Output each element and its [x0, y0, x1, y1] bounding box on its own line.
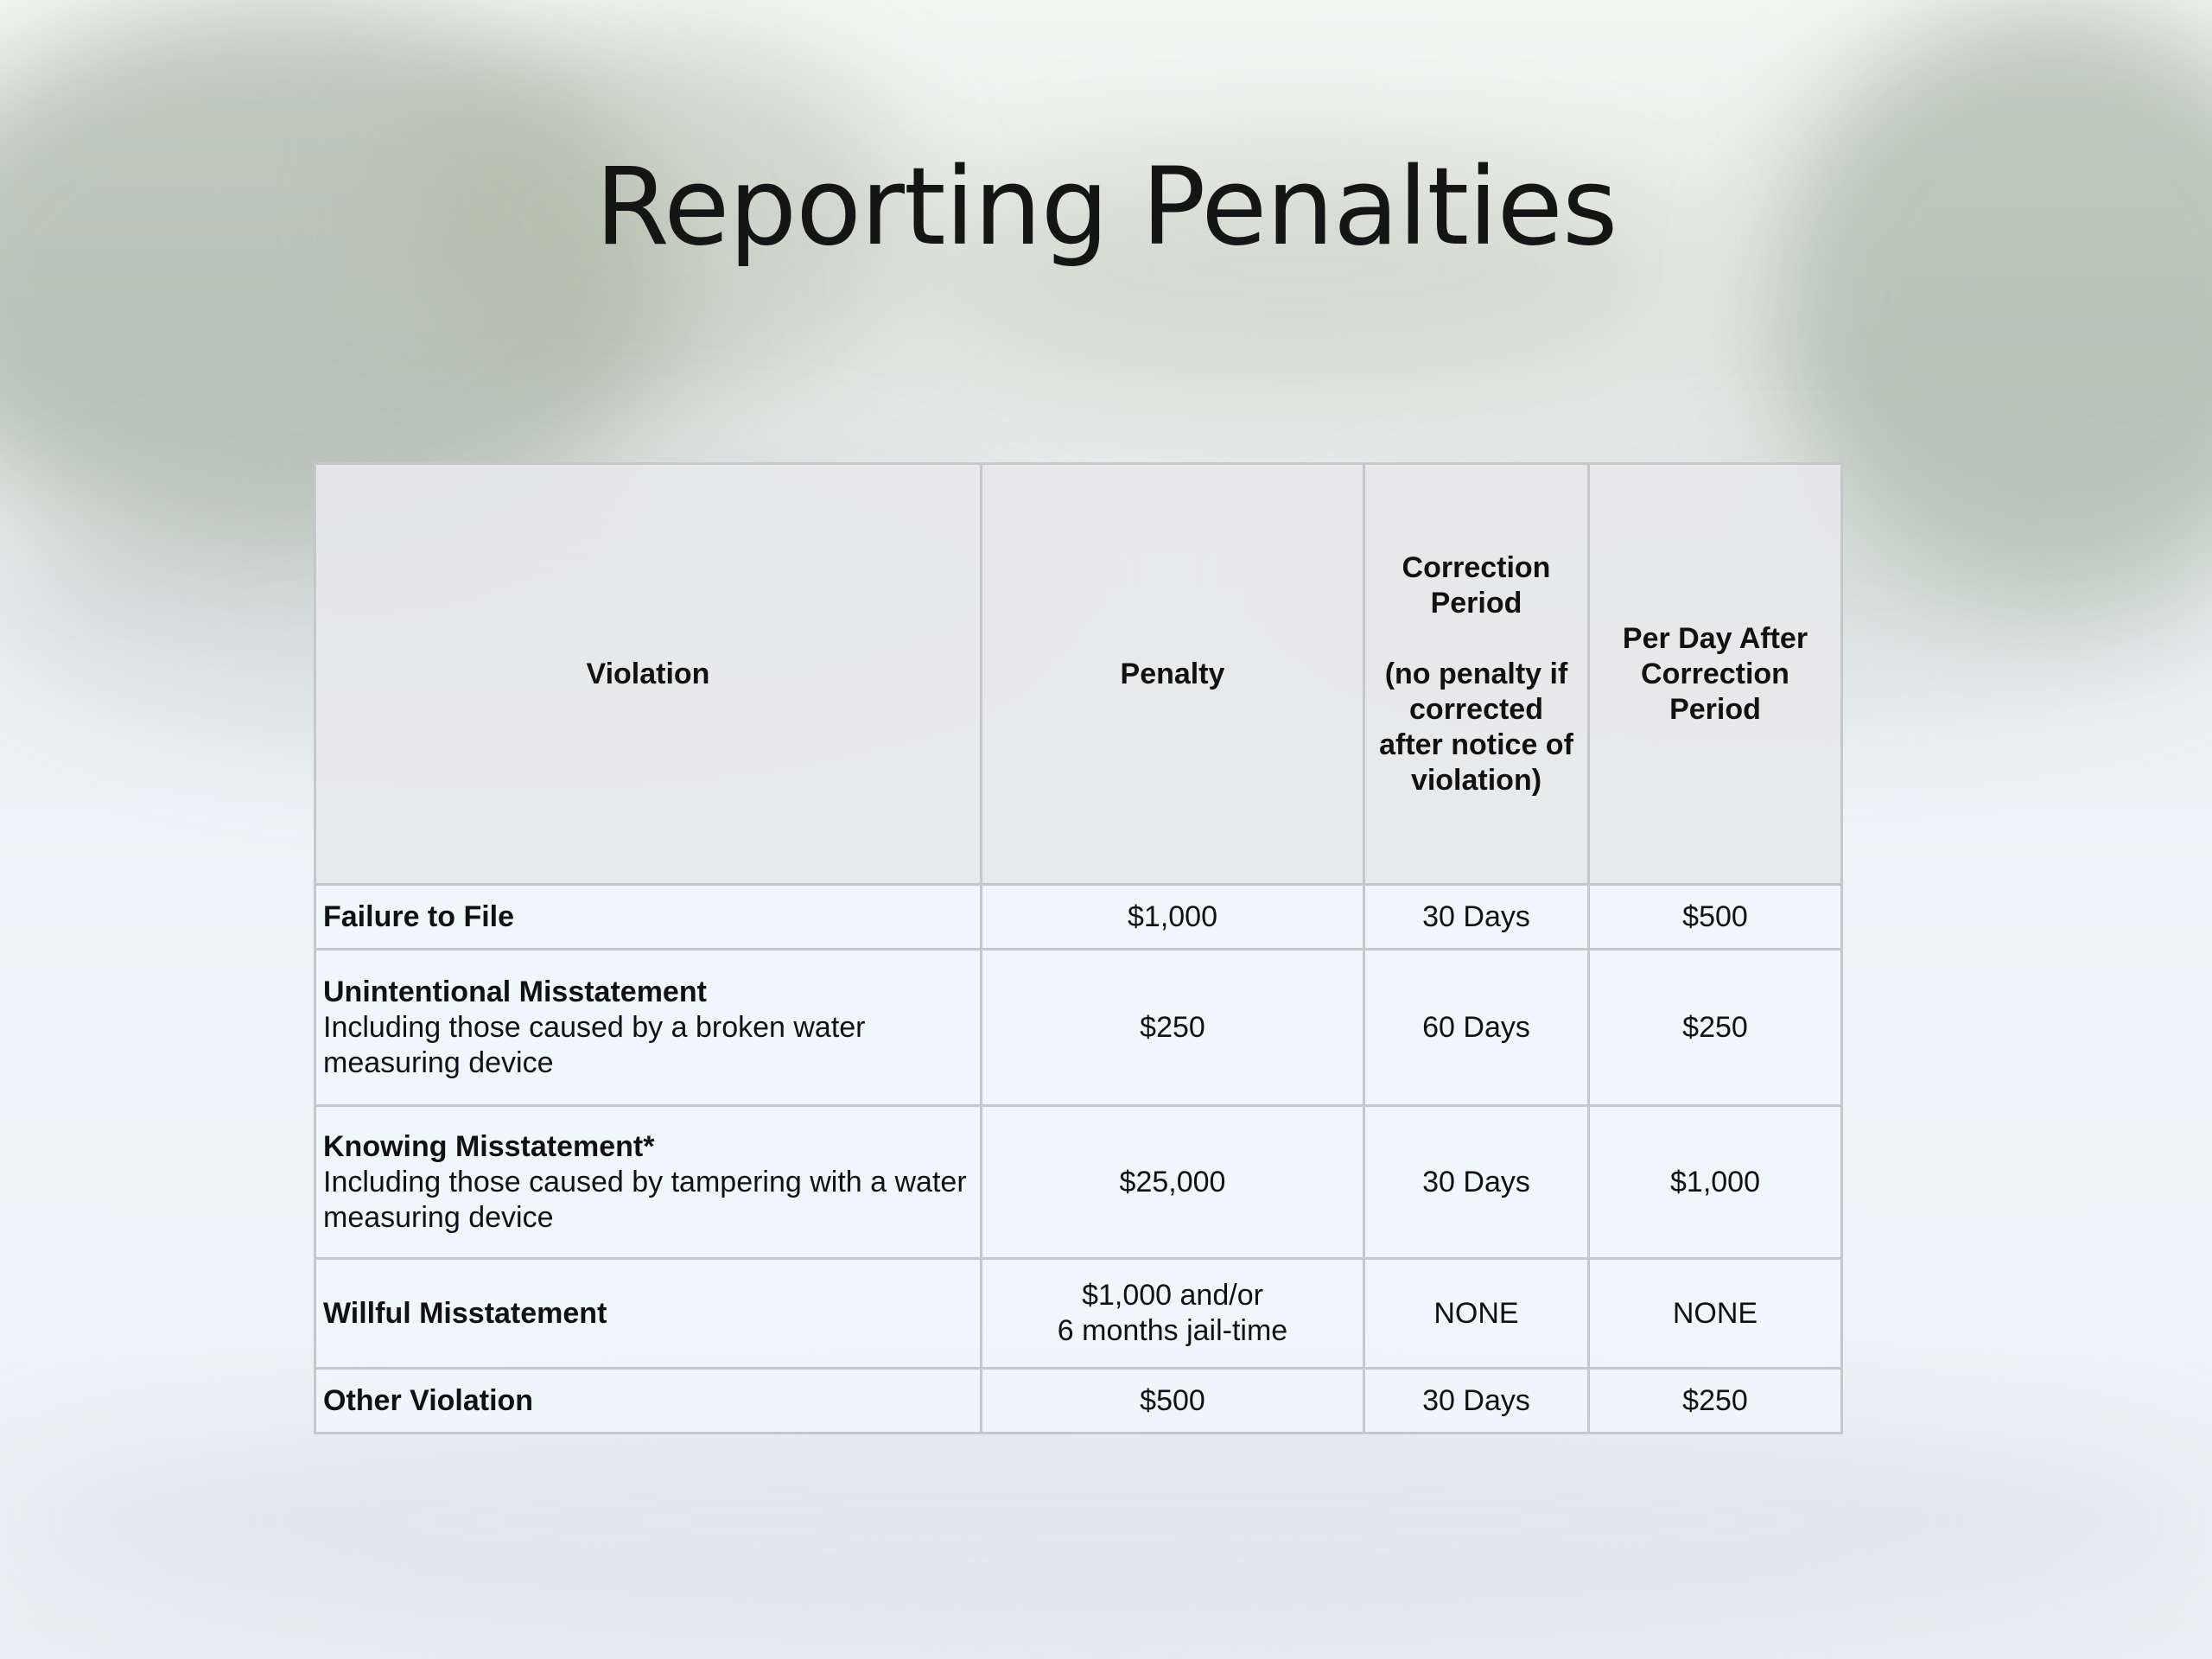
header-penalty: Penalty [982, 464, 1364, 885]
correction-period-cell: 30 Days [1364, 885, 1589, 950]
table-row [315, 1106, 1842, 1259]
penalty-cell: $1,000 [982, 885, 1364, 950]
violation-cell [315, 1369, 982, 1433]
correction-period-cell: NONE [1364, 1259, 1589, 1369]
correction-period-cell: 30 Days [1364, 1369, 1589, 1433]
header-per-day-line: Correction [1641, 657, 1789, 690]
header-per-day-line: Period [1669, 692, 1761, 726]
slide-title: Reporting Penalties [594, 145, 1618, 270]
violation-name: Knowing Misstatement* [323, 1129, 655, 1163]
violation-name: Other Violation [323, 1383, 534, 1417]
header-correction-note: (no penalty if [1384, 657, 1568, 690]
per-day-cell: $250 [1589, 1369, 1842, 1433]
header-correction-line: Correction [1402, 550, 1551, 584]
correction-period-cell: 60 Days [1364, 950, 1589, 1106]
per-day-cell: $250 [1589, 950, 1842, 1106]
header-correction-note: corrected [1409, 692, 1543, 726]
violation-cell [315, 1106, 982, 1259]
header-correction-note: after notice of [1379, 728, 1573, 761]
penalty-cell: $500 [982, 1369, 1364, 1433]
penalties-table-container [314, 462, 1840, 1434]
penalty-line: 6 months jail-time [1057, 1314, 1288, 1347]
penalty-cell [982, 1259, 1364, 1369]
header-spacer [1374, 621, 1579, 657]
violation-cell [315, 1259, 982, 1369]
header-correction-note: violation) [1410, 763, 1542, 797]
violation-cell [315, 950, 982, 1106]
penalty-line: $1,000 and/or [1082, 1279, 1263, 1312]
header-correction-line: Period [1430, 586, 1522, 620]
penalty-cell: $25,000 [982, 1106, 1364, 1259]
penalties-table [314, 462, 1843, 1434]
violation-description: Including those caused by tampering with a water measuring device [323, 1165, 967, 1234]
header-per-day-line: Per Day After [1622, 621, 1808, 655]
per-day-cell: NONE [1589, 1259, 1842, 1369]
table-row [315, 1259, 1842, 1369]
table-row [315, 1369, 1842, 1433]
per-day-cell: $500 [1589, 885, 1842, 950]
table-header-row [315, 464, 1842, 885]
header-violation: Violation [315, 464, 982, 885]
violation-name: Failure to File [323, 899, 515, 933]
violation-name: Unintentional Misstatement [323, 975, 707, 1008]
per-day-cell: $1,000 [1589, 1106, 1842, 1259]
violation-name: Willful Misstatement [323, 1296, 607, 1330]
penalty-cell: $250 [982, 950, 1364, 1106]
correction-period-cell: 30 Days [1364, 1106, 1589, 1259]
violation-cell [315, 885, 982, 950]
header-per-day [1589, 464, 1842, 885]
header-correction-period [1364, 464, 1589, 885]
table-row [315, 950, 1842, 1106]
table-row [315, 885, 1842, 950]
violation-description: Including those caused by a broken water measuring device [323, 1010, 866, 1079]
